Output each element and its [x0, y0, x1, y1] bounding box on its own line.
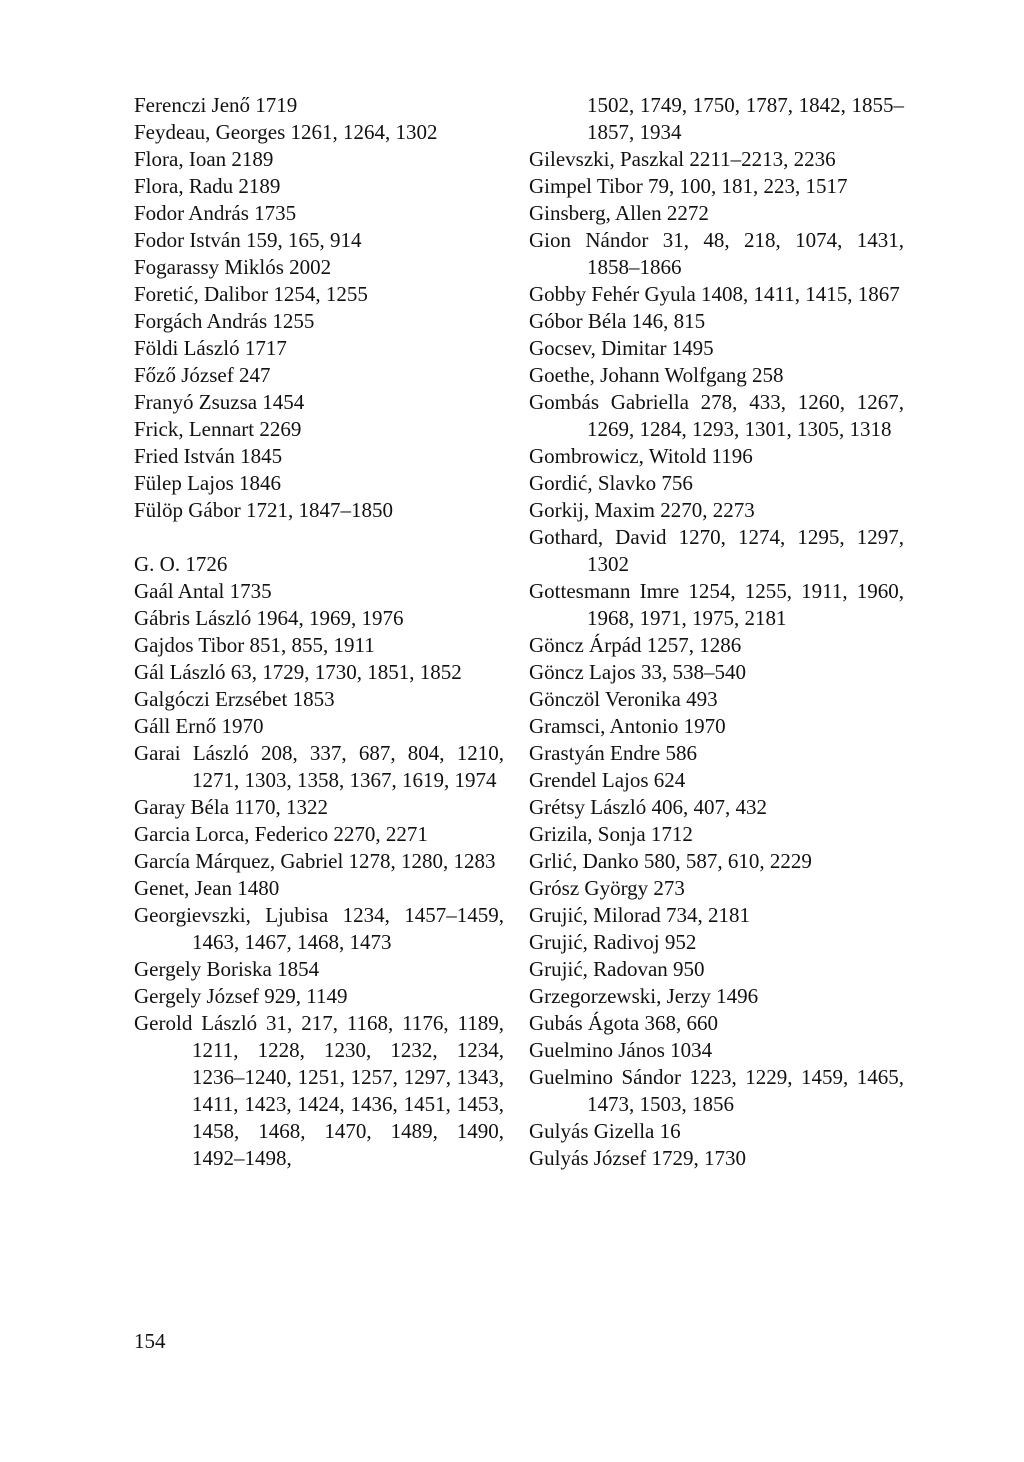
index-entry: Guelmino Sándor 1223, 1229, 1459, 1465, 1473, 1503, 1856	[529, 1065, 904, 1116]
index-entry: Göncz Árpád 1257, 1286	[529, 633, 742, 657]
index-entry: Fogarassy Miklós 2002	[134, 255, 332, 279]
index-entry: Foretić, Dalibor 1254, 1255	[134, 282, 368, 306]
index-entry: Góbor Béla 146, 815	[529, 309, 706, 333]
index-entry: Gubás Ágota 368, 660	[529, 1011, 718, 1035]
index-entry: Grósz György 273	[529, 876, 685, 900]
index-entry: Grendel Lajos 624	[529, 768, 686, 792]
index-entry: Gaál Antal 1735	[134, 579, 272, 603]
index-entry: Ginsberg, Allen 2272	[529, 201, 709, 225]
index-entry: Gimpel Tibor 79, 100, 181, 223, 1517	[529, 174, 848, 198]
index-entry: Ferenczi Jenő 1719	[134, 93, 298, 117]
index-entry: Gordić, Slavko 756	[529, 471, 693, 495]
index-entry: Fülöp Gábor 1721, 1847–1850	[134, 498, 393, 522]
index-entry: Gothard, David 1270, 1274, 1295, 1297, 1302	[529, 525, 904, 576]
index-entry: Gergely Boriska 1854	[134, 957, 320, 981]
index-entry: Grujić, Milorad 734, 2181	[529, 903, 751, 927]
index-entry: Gottesmann Imre 1254, 1255, 1911, 1960, 1968, 1971, 1975, 2181	[529, 579, 904, 630]
index-entry: Gábris László 1964, 1969, 1976	[134, 606, 404, 630]
index-entry: Garcia Lorca, Federico 2270, 2271	[134, 822, 428, 846]
index-entry: Göncz Lajos 33, 538–540	[529, 660, 746, 684]
index-entry: Grizila, Sonja 1712	[529, 822, 693, 846]
index-entry: Fodor András 1735	[134, 201, 297, 225]
entries-group-g	[134, 551, 504, 1172]
index-entry-continuation: 1502, 1749, 1750, 1787, 1842, 1855–1857, 1934	[587, 93, 904, 144]
index-entry: Gombrowicz, Witold 1196	[529, 444, 753, 468]
index-entry: Gion Nándor 31, 48, 218, 1074, 1431, 1858–1866	[529, 228, 904, 279]
index-entry: Georgievszki, Ljubisa 1234, 1457–1459, 1463, 1467, 1468, 1473	[134, 903, 504, 954]
index-entry: Grastyán Endre 586	[529, 741, 697, 765]
index-entry: Gilevszki, Paszkal 2211–2213, 2236	[529, 147, 836, 171]
index-entry: Grzegorzewski, Jerzy 1496	[529, 984, 759, 1008]
index-entry: Gulyás József 1729, 1730	[529, 1146, 746, 1170]
index-entry: Gulyás Gizella 16	[529, 1119, 681, 1143]
index-entry: Gönczöl Veronika 493	[529, 687, 718, 711]
index-entry: Goethe, Johann Wolfgang 258	[529, 363, 784, 387]
index-entry: Grujić, Radovan 950	[529, 957, 705, 981]
index-entry: Földi László 1717	[134, 336, 287, 360]
index-entry: Forgách András 1255	[134, 309, 315, 333]
index-entry: Grétsy László 406, 407, 432	[529, 795, 767, 819]
index-entry: G. O. 1726	[134, 552, 228, 576]
left-column	[134, 92, 504, 1172]
index-entry: Garay Béla 1170, 1322	[134, 795, 329, 819]
index-entry: Gál László 63, 1729, 1730, 1851, 1852	[134, 660, 462, 684]
index-entry: Gajdos Tibor 851, 855, 1911	[134, 633, 375, 657]
right-column	[529, 92, 904, 1172]
index-entry: Gramsci, Antonio 1970	[529, 714, 726, 738]
letter-group-spacer	[134, 524, 504, 551]
index-entry: Frick, Lennart 2269	[134, 417, 302, 441]
index-entry: Gobby Fehér Gyula 1408, 1411, 1415, 1867	[529, 282, 900, 306]
index-entry: Grujić, Radivoj 952	[529, 930, 697, 954]
index-entry: Gocsev, Dimitar 1495	[529, 336, 714, 360]
index-entry: Feydeau, Georges 1261, 1264, 1302	[134, 120, 438, 144]
index-entry: Főző József 247	[134, 363, 271, 387]
index-entry: Gombás Gabriella 278, 433, 1260, 1267, 1269, 1284, 1293, 1301, 1305, 1318	[529, 390, 904, 441]
index-entry: Franyó Zsuzsa 1454	[134, 390, 305, 414]
index-entry: Galgóczi Erzsébet 1853	[134, 687, 335, 711]
page-number: 154	[134, 1329, 166, 1353]
index-entry: Fried István 1845	[134, 444, 283, 468]
entries-group-f	[134, 92, 504, 524]
index-entry: Gerold László 31, 217, 1168, 1176, 1189, 1211, 1228, 1230, 1232, 1234, 1236–1240, 1251, 1257, 1297, 1343, 1411, 1423, 1424, 1436, 1451, 1453, 1458, 1468, 1470, 1489, 1490, 1492–1498,	[134, 1011, 504, 1170]
index-entry: Grlić, Danko 580, 587, 610, 2229	[529, 849, 812, 873]
index-entry: Genet, Jean 1480	[134, 876, 280, 900]
index-entry: Fülep Lajos 1846	[134, 471, 281, 495]
index-entry: Garai László 208, 337, 687, 804, 1210, 1271, 1303, 1358, 1367, 1619, 1974	[134, 741, 504, 792]
index-entry: García Márquez, Gabriel 1278, 1280, 1283	[134, 849, 496, 873]
index-entry: Gáll Ernő 1970	[134, 714, 264, 738]
index-entry: Flora, Ioan 2189	[134, 147, 274, 171]
index-entry: Flora, Radu 2189	[134, 174, 281, 198]
index-entry: Guelmino János 1034	[529, 1038, 713, 1062]
index-entry: Gorkij, Maxim 2270, 2273	[529, 498, 755, 522]
index-entry: Fodor István 159, 165, 914	[134, 228, 362, 252]
index-entry: Gergely József 929, 1149	[134, 984, 348, 1008]
